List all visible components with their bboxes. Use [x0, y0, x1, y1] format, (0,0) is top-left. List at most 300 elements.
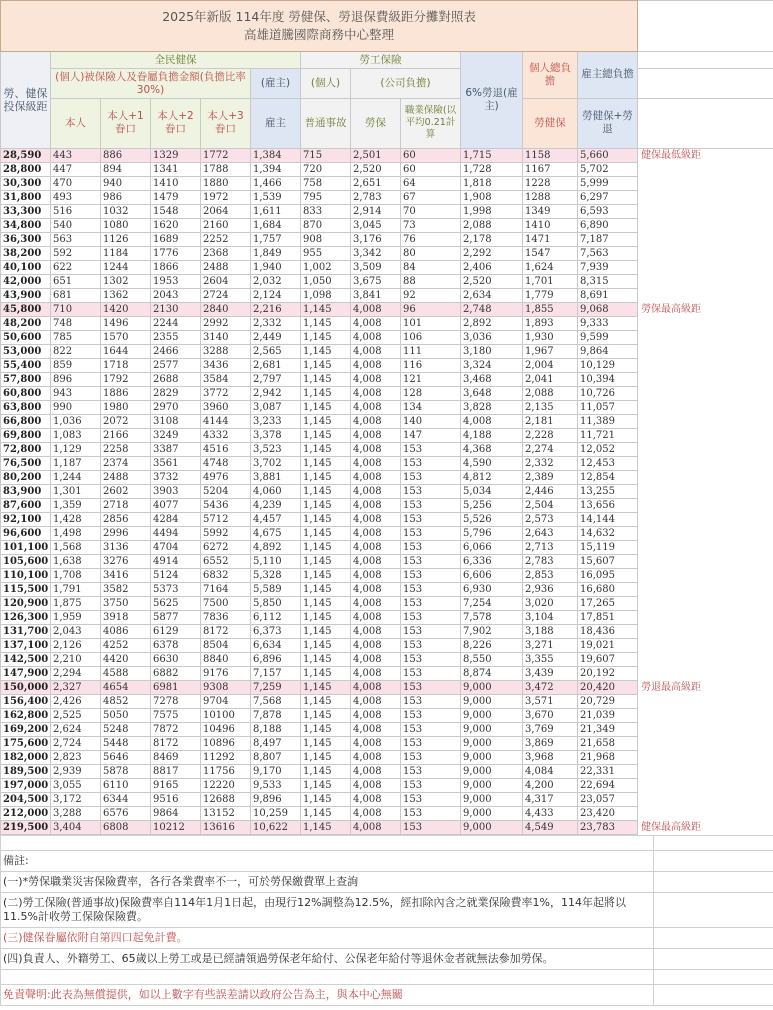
pension-cell: 9,000 [461, 793, 523, 807]
nhi-dep2-cell: 2577 [151, 359, 201, 373]
row-note [638, 191, 773, 205]
wage-cell: 115,500 [1, 583, 51, 597]
li-company-cell: 4,008 [351, 569, 401, 583]
occupational-cell: 76 [401, 233, 461, 247]
pension-cell: 9,000 [461, 807, 523, 821]
nhi-employer-cell: 10,622 [251, 821, 301, 835]
li-personal-cell: 1,145 [301, 387, 351, 401]
pension-cell: 3,648 [461, 387, 523, 401]
employer-total-cell: 9,068 [578, 303, 638, 317]
nhi-dep2-cell: 3387 [151, 443, 201, 457]
occupational-cell: 153 [401, 513, 461, 527]
pension-cell: 1,818 [461, 177, 523, 191]
li-company-cell: 4,008 [351, 527, 401, 541]
row-note [638, 275, 773, 289]
nhi-dep1-cell: 4588 [101, 667, 151, 681]
row-note [638, 373, 773, 387]
nhi-dep1-cell: 4654 [101, 681, 151, 695]
nhi-dep2-cell: 2829 [151, 387, 201, 401]
li-personal-cell: 1,145 [301, 611, 351, 625]
row-note [638, 233, 773, 247]
personal-total-cell: 1167 [523, 163, 578, 177]
empty-row [1, 836, 654, 851]
employer-total-cell: 19,021 [578, 639, 638, 653]
li-personal-group-header: (個人) [301, 69, 351, 99]
nhi-employer-cell: 6,634 [251, 639, 301, 653]
employer-total-cell: 5,660 [578, 149, 638, 163]
li-personal-cell: 1,050 [301, 275, 351, 289]
nhi-dep2-cell: 5124 [151, 569, 201, 583]
nhi-dep3-cell: 11292 [201, 751, 251, 765]
occupational-cell: 128 [401, 387, 461, 401]
occupational-cell: 101 [401, 317, 461, 331]
li-personal-cell: 1,145 [301, 303, 351, 317]
nhi-dep3-cell: 5436 [201, 499, 251, 513]
nhi-dep2-cell: 3903 [151, 485, 201, 499]
employer-total-cell: 10,726 [578, 387, 638, 401]
nhi-self-cell: 1,568 [51, 541, 101, 555]
li-personal-cell: 1,145 [301, 807, 351, 821]
wage-cell: 63,800 [1, 401, 51, 415]
table-row [1, 485, 773, 499]
personal-total-cell: 1,779 [523, 289, 578, 303]
personal-total-cell: 2,135 [523, 401, 578, 415]
personal-total-header: 勞健保 [523, 98, 578, 148]
nhi-employer-cell: 6,896 [251, 653, 301, 667]
employer-total-cell: 15,119 [578, 541, 638, 555]
wage-cell: 120,900 [1, 597, 51, 611]
nhi-dep3-cell: 3436 [201, 359, 251, 373]
nhi-dep2-cell: 7575 [151, 709, 201, 723]
nhi-dep3-cell: 5204 [201, 485, 251, 499]
table-row [1, 359, 773, 373]
row-note: 勞退最高級距 [641, 682, 702, 693]
table-row [1, 667, 773, 681]
occupational-cell: 153 [401, 765, 461, 779]
nhi-dep3-cell: 3288 [201, 345, 251, 359]
table-row [1, 289, 773, 303]
occupational-cell: 116 [401, 359, 461, 373]
nhi-self-cell: 822 [51, 345, 101, 359]
employer-total-cell: 11,389 [578, 415, 638, 429]
nhi-employer-cell: 8,497 [251, 737, 301, 751]
nhi-employer-cell: 1,757 [251, 233, 301, 247]
occupational-cell: 88 [401, 275, 461, 289]
nhi-self-cell: 2,210 [51, 653, 101, 667]
personal-total-cell: 2,643 [523, 527, 578, 541]
nhi-employer-cell: 4,239 [251, 499, 301, 513]
personal-total-cell: 4,200 [523, 779, 578, 793]
li-company-cell: 3,509 [351, 261, 401, 275]
occupational-cell: 153 [401, 541, 461, 555]
nhi-dep1-cell: 2166 [101, 429, 151, 443]
nhi-dep2-cell: 1953 [151, 275, 201, 289]
wage-cell: 156,400 [1, 695, 51, 709]
nhi-dep2-cell: 3561 [151, 457, 201, 471]
personal-total-cell: 2,181 [523, 415, 578, 429]
nhi-self-cell: 2,823 [51, 751, 101, 765]
nhi-dep2-cell: 6981 [151, 681, 201, 695]
nhi-dep3-cell: 13152 [201, 807, 251, 821]
dep1-header: 本人+1眷口 [101, 98, 151, 148]
occupational-cell: 140 [401, 415, 461, 429]
li-company-group-header: (公司負擔) [351, 69, 461, 99]
pension-cell: 5,256 [461, 499, 523, 513]
nhi-self-cell: 785 [51, 331, 101, 345]
nhi-dep1-cell: 1718 [101, 359, 151, 373]
nhi-self-cell: 622 [51, 261, 101, 275]
note-4: (四)負責人、外籍勞工、65歲以上勞工或是已經請領過勞保老年給付、公保老年給付等退休金者就無法參加勞保。 [1, 949, 654, 970]
nhi-dep3-cell: 7500 [201, 597, 251, 611]
pension-cell: 1,715 [461, 149, 523, 163]
nhi-employer-cell: 8,807 [251, 751, 301, 765]
employer-total-cell: 21,039 [578, 709, 638, 723]
row-note [638, 401, 773, 415]
nhi-employer-cell: 9,896 [251, 793, 301, 807]
li-company-cell: 4,008 [351, 583, 401, 597]
table-row [1, 765, 773, 779]
row-note [638, 485, 773, 499]
pension-header: 6%勞退(雇主) [461, 52, 523, 149]
nhi-self-cell: 540 [51, 219, 101, 233]
row-note [638, 709, 773, 723]
occupational-cell: 153 [401, 555, 461, 569]
nhi-self-cell: 2,043 [51, 625, 101, 639]
wage-cell: 40,100 [1, 261, 51, 275]
li-company-header: 勞保 [351, 98, 401, 148]
nhi-self-cell: 2,294 [51, 667, 101, 681]
li-personal-cell: 1,145 [301, 737, 351, 751]
employer-total-cell: 12,854 [578, 471, 638, 485]
nhi-dep1-cell: 6344 [101, 793, 151, 807]
nhi-dep2-cell: 2355 [151, 331, 201, 345]
nhi-self-cell: 3,404 [51, 821, 101, 835]
nhi-employer-cell: 7,878 [251, 709, 301, 723]
nhi-dep2-cell: 9864 [151, 807, 201, 821]
occupational-cell: 111 [401, 345, 461, 359]
nhi-dep1-cell: 3276 [101, 555, 151, 569]
wage-cell: 31,800 [1, 191, 51, 205]
nhi-dep2-cell: 2130 [151, 303, 201, 317]
wage-cell: 212,000 [1, 807, 51, 821]
employer-total-cell: 10,129 [578, 359, 638, 373]
table-row [1, 779, 773, 793]
occupational-cell: 106 [401, 331, 461, 345]
pension-cell: 7,254 [461, 597, 523, 611]
li-personal-cell: 1,145 [301, 541, 351, 555]
personal-total-cell: 2,446 [523, 485, 578, 499]
li-company-cell: 3,675 [351, 275, 401, 289]
nhi-dep2-cell: 3249 [151, 429, 201, 443]
wage-cell: 30,300 [1, 177, 51, 191]
table-row [1, 219, 773, 233]
li-personal-cell: 1,145 [301, 555, 351, 569]
employer-total-cell: 16,680 [578, 583, 638, 597]
occupational-cell: 147 [401, 429, 461, 443]
personal-total-cell: 3,670 [523, 709, 578, 723]
li-company-cell: 4,008 [351, 597, 401, 611]
side-empty-cell [638, 69, 773, 99]
nhi-dep1-cell: 6808 [101, 821, 151, 835]
nhi-self-cell: 516 [51, 205, 101, 219]
li-personal-cell: 1,145 [301, 513, 351, 527]
employer-total-cell: 6,593 [578, 205, 638, 219]
li-company-cell: 4,008 [351, 541, 401, 555]
self-header: 本人 [51, 98, 101, 148]
nhi-dep3-cell: 2840 [201, 303, 251, 317]
pension-cell: 6,336 [461, 555, 523, 569]
personal-total-cell: 1349 [523, 205, 578, 219]
nhi-dep2-cell: 3108 [151, 415, 201, 429]
pension-cell: 9,000 [461, 779, 523, 793]
occupational-cell: 70 [401, 205, 461, 219]
nhi-dep1-cell: 940 [101, 177, 151, 191]
row-note [638, 765, 773, 779]
wage-cell: 42,000 [1, 275, 51, 289]
occupational-cell: 153 [401, 569, 461, 583]
nhi-self-cell: 2,939 [51, 765, 101, 779]
employer-total-cell: 22,331 [578, 765, 638, 779]
table-row [1, 695, 773, 709]
row-note [638, 219, 773, 233]
wage-cell: 45,800 [1, 303, 51, 317]
li-personal-cell: 1,145 [301, 345, 351, 359]
li-company-cell: 4,008 [351, 807, 401, 821]
personal-total-cell: 2,274 [523, 443, 578, 457]
nhi-dep2-cell: 4704 [151, 541, 201, 555]
nhi-employer-cell: 2,681 [251, 359, 301, 373]
nhi-dep1-cell: 1886 [101, 387, 151, 401]
nhi-employer-cell: 1,384 [251, 149, 301, 163]
row-note [638, 443, 773, 457]
nhi-dep1-cell: 1570 [101, 331, 151, 345]
employer-total-cell: 16,095 [578, 569, 638, 583]
employer-total-cell: 12,453 [578, 457, 638, 471]
nhi-dep3-cell: 2064 [201, 205, 251, 219]
table-row [1, 513, 773, 527]
table-title [1, 1, 638, 52]
wage-cell: 204,500 [1, 793, 51, 807]
nhi-self-cell: 710 [51, 303, 101, 317]
personal-total-cell: 1471 [523, 233, 578, 247]
row-note [638, 555, 773, 569]
nhi-dep3-cell: 10496 [201, 723, 251, 737]
li-personal-cell: 1,098 [301, 289, 351, 303]
personal-total-cell: 3,104 [523, 611, 578, 625]
employer-total-cell: 7,563 [578, 247, 638, 261]
nhi-self-cell: 2,327 [51, 681, 101, 695]
row-note [638, 625, 773, 639]
occupational-cell: 153 [401, 723, 461, 737]
nhi-personal-header: (個人)被保險人及眷屬負擔金額(負擔比率30%) [51, 69, 251, 99]
row-note [638, 387, 773, 401]
nhi-dep3-cell: 1880 [201, 177, 251, 191]
nhi-dep2-cell: 5373 [151, 583, 201, 597]
li-personal-cell: 1,145 [301, 793, 351, 807]
nhi-dep2-cell: 2970 [151, 401, 201, 415]
li-personal-cell: 1,145 [301, 639, 351, 653]
employer-total-cell: 23,783 [578, 821, 638, 835]
nhi-self-cell: 3,172 [51, 793, 101, 807]
li-company-cell: 4,008 [351, 317, 401, 331]
nhi-employer-cell: 1,849 [251, 247, 301, 261]
li-company-cell: 4,008 [351, 345, 401, 359]
table-row [1, 625, 773, 639]
wage-cell: 126,300 [1, 611, 51, 625]
pension-cell: 8,874 [461, 667, 523, 681]
row-note [638, 429, 773, 443]
nhi-self-cell: 1,875 [51, 597, 101, 611]
li-company-cell: 4,008 [351, 331, 401, 345]
employer-total-cell: 20,192 [578, 667, 638, 681]
nhi-dep1-cell: 2488 [101, 471, 151, 485]
note-2: (二)勞工保險(普通事故)保險費率自114年1月1日起，由現行12%調整為12.5%，經扣除內含之就業保險費率1%，114年起將以11.5%計收勞工保險保險費。 [1, 893, 654, 928]
personal-total-cell: 1,855 [523, 303, 578, 317]
nhi-dep1-cell: 2258 [101, 443, 151, 457]
nhi-self-cell: 1,959 [51, 611, 101, 625]
nhi-employer-cell: 1,684 [251, 219, 301, 233]
personal-total-cell: 3,188 [523, 625, 578, 639]
nhi-employer-cell: 2,797 [251, 373, 301, 387]
nhi-employer-cell: 9,533 [251, 779, 301, 793]
nhi-dep1-cell: 1644 [101, 345, 151, 359]
nhi-dep1-cell: 3750 [101, 597, 151, 611]
nhi-dep2-cell: 2244 [151, 317, 201, 331]
li-company-cell: 4,008 [351, 639, 401, 653]
nhi-dep1-cell: 2856 [101, 513, 151, 527]
nhi-employer-cell: 5,589 [251, 583, 301, 597]
nhi-dep2-cell: 9165 [151, 779, 201, 793]
nhi-dep2-cell: 2466 [151, 345, 201, 359]
row-note [638, 163, 773, 177]
table-row [1, 793, 773, 807]
dep2-header: 本人+2眷口 [151, 98, 201, 148]
personal-total-cell: 1,624 [523, 261, 578, 275]
nhi-dep2-cell: 4284 [151, 513, 201, 527]
nhi-self-cell: 681 [51, 289, 101, 303]
nhi-self-cell: 896 [51, 373, 101, 387]
nhi-dep1-cell: 1080 [101, 219, 151, 233]
personal-total-cell: 1,893 [523, 317, 578, 331]
nhi-dep3-cell: 12688 [201, 793, 251, 807]
table-row [1, 331, 773, 345]
empty-row [1, 970, 654, 985]
nhi-dep3-cell: 3584 [201, 373, 251, 387]
wage-bracket-header: 勞、健保投保級距 [1, 52, 51, 149]
personal-total-cell: 1,701 [523, 275, 578, 289]
nhi-dep3-cell: 1972 [201, 191, 251, 205]
nhi-dep1-cell: 986 [101, 191, 151, 205]
li-company-cell: 4,008 [351, 429, 401, 443]
occupational-cell: 153 [401, 639, 461, 653]
li-company-cell: 4,008 [351, 681, 401, 695]
nhi-employer-cell: 1,611 [251, 205, 301, 219]
personal-total-cell: 3,869 [523, 737, 578, 751]
nhi-dep1-cell: 1362 [101, 289, 151, 303]
personal-total-cell: 3,020 [523, 597, 578, 611]
table-row [1, 611, 773, 625]
nhi-dep2-cell: 9516 [151, 793, 201, 807]
nhi-employer-cell: 10,259 [251, 807, 301, 821]
nhi-dep1-cell: 1420 [101, 303, 151, 317]
li-personal-cell: 1,145 [301, 709, 351, 723]
nhi-self-cell: 2,724 [51, 737, 101, 751]
pension-cell: 9,000 [461, 737, 523, 751]
personal-total-group-header: 個人總負擔 [523, 52, 578, 99]
personal-total-cell: 1,967 [523, 345, 578, 359]
occupational-cell: 80 [401, 247, 461, 261]
li-personal-cell: 1,145 [301, 401, 351, 415]
nhi-dep2-cell: 1620 [151, 219, 201, 233]
personal-total-cell: 4,317 [523, 793, 578, 807]
pension-cell: 6,066 [461, 541, 523, 555]
nhi-dep2-cell: 4077 [151, 499, 201, 513]
nhi-dep2-cell: 1479 [151, 191, 201, 205]
occupational-cell: 153 [401, 471, 461, 485]
table-row [1, 597, 773, 611]
nhi-employer-cell: 1,394 [251, 163, 301, 177]
li-company-cell: 4,008 [351, 751, 401, 765]
employer-total-cell: 5,999 [578, 177, 638, 191]
nhi-dep3-cell: 7836 [201, 611, 251, 625]
row-note [638, 261, 773, 275]
occupational-cell: 153 [401, 737, 461, 751]
wage-cell: 76,500 [1, 457, 51, 471]
li-company-cell: 4,008 [351, 695, 401, 709]
pension-cell: 2,178 [461, 233, 523, 247]
wage-cell: 150,000 [1, 681, 51, 695]
table-row [1, 709, 773, 723]
employer-total-cell: 14,632 [578, 527, 638, 541]
nhi-dep3-cell: 1788 [201, 163, 251, 177]
occupational-cell: 64 [401, 177, 461, 191]
nhi-dep1-cell: 2718 [101, 499, 151, 513]
nhi-dep1-cell: 3582 [101, 583, 151, 597]
nhi-employer-cell: 1,940 [251, 261, 301, 275]
pension-cell: 9,000 [461, 681, 523, 695]
pension-cell: 9,000 [461, 709, 523, 723]
li-personal-cell: 1,145 [301, 317, 351, 331]
nhi-dep2-cell: 7872 [151, 723, 201, 737]
pension-cell: 5,034 [461, 485, 523, 499]
nhi-dep3-cell: 4332 [201, 429, 251, 443]
personal-total-cell: 1288 [523, 191, 578, 205]
personal-total-cell: 2,853 [523, 569, 578, 583]
li-company-cell: 4,008 [351, 555, 401, 569]
side-empty-cell [638, 1, 773, 52]
employer-total-cell: 21,349 [578, 723, 638, 737]
table-row [1, 303, 773, 317]
employer-total-cell: 6,297 [578, 191, 638, 205]
personal-total-cell: 1410 [523, 219, 578, 233]
row-note [638, 317, 773, 331]
li-company-cell: 4,008 [351, 625, 401, 639]
li-personal-cell: 795 [301, 191, 351, 205]
table-row [1, 569, 773, 583]
li-company-cell: 4,008 [351, 457, 401, 471]
li-personal-cell: 1,145 [301, 373, 351, 387]
wage-cell: 162,800 [1, 709, 51, 723]
nhi-self-cell: 2,426 [51, 695, 101, 709]
wage-cell: 189,500 [1, 765, 51, 779]
nhi-dep2-cell: 7278 [151, 695, 201, 709]
pension-cell: 4,812 [461, 471, 523, 485]
row-note [638, 331, 773, 345]
nhi-self-cell: 651 [51, 275, 101, 289]
li-company-cell: 4,008 [351, 779, 401, 793]
row-note [638, 457, 773, 471]
li-company-cell: 4,008 [351, 499, 401, 513]
